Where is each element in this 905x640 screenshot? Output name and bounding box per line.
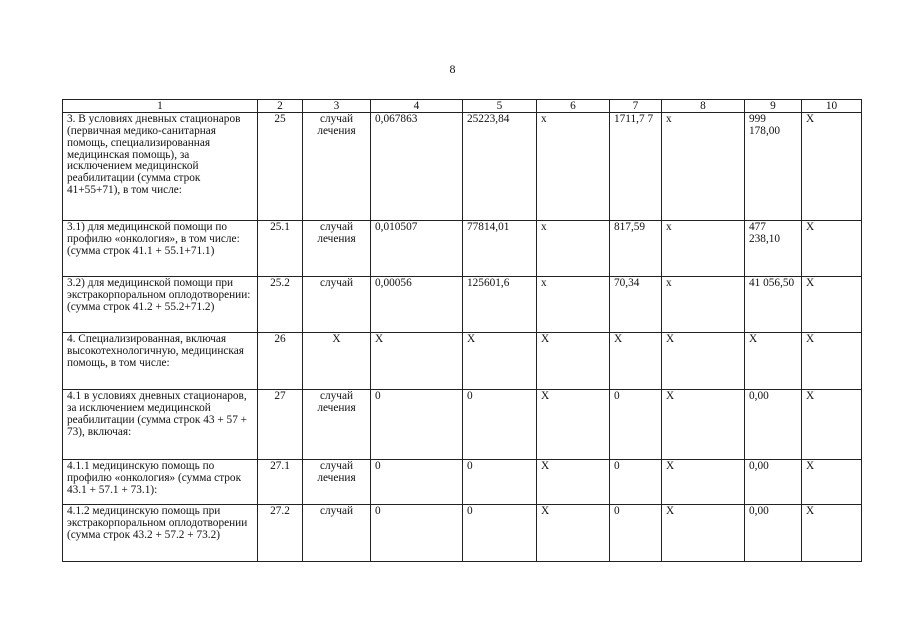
row-description: 3. В условиях дневных стационаров (первичная медико-санитарная помощь, специализированная медицинская помощь), за исключением медицинской реабилитации (сумма строк 41+55+71), в том числе: [63, 113, 258, 221]
cell-value: 0 [610, 505, 662, 562]
cell-value: X [802, 113, 862, 221]
cell-value: 41 056,50 [745, 277, 802, 333]
cell-value: 125601,6 [463, 277, 537, 333]
cell-value: X [537, 390, 610, 460]
cell-value: 70,34 [610, 277, 662, 333]
cell-value: X [463, 333, 537, 390]
cell-value: X [662, 505, 745, 562]
row-unit: случай лечения [303, 221, 371, 277]
cell-value: X [802, 277, 862, 333]
column-header: 4 [371, 100, 463, 113]
row-description: 3.2) для медицинской помощи при экстракорпоральном оплодотворении: (сумма строк 41.2 + 55.2+71.2) [63, 277, 258, 333]
volume-cost-table [62, 99, 862, 562]
cell-value: 477 238,10 [745, 221, 802, 277]
column-header: 2 [258, 100, 303, 113]
cell-value: x [662, 113, 745, 221]
cell-value: 0 [610, 390, 662, 460]
cell-value: 25223,84 [463, 113, 537, 221]
cell-value: X [802, 333, 862, 390]
column-header: 8 [662, 100, 745, 113]
cell-value: 0 [463, 390, 537, 460]
cell-value: X [745, 333, 802, 390]
row-number: 25.2 [258, 277, 303, 333]
cell-value: X [662, 390, 745, 460]
row-number: 27.2 [258, 505, 303, 562]
row-unit: случай лечения [303, 390, 371, 460]
row-description: 4.1.1 медицинскую помощь по профилю «онкология» (сумма строк 43.1 + 57.1 + 73.1): [63, 460, 258, 505]
cell-value: 0,00 [745, 390, 802, 460]
row-number: 25.1 [258, 221, 303, 277]
cell-value: 817,59 [610, 221, 662, 277]
cell-value: X [662, 460, 745, 505]
cell-value: x [662, 221, 745, 277]
cell-value: 0 [371, 505, 463, 562]
cell-value: X [802, 460, 862, 505]
cell-value: 1711,7 7 [610, 113, 662, 221]
row-description: 4.1 в условиях дневных стационаров, за исключением медицинской реабилитации (сумма строк 43 + 57 + 73), включая: [63, 390, 258, 460]
row-number: 27 [258, 390, 303, 460]
cell-value: 0,00056 [371, 277, 463, 333]
column-header: 9 [745, 100, 802, 113]
cell-value: 0,00 [745, 460, 802, 505]
column-header: 6 [537, 100, 610, 113]
cell-value: X [802, 221, 862, 277]
cell-value: 0,010507 [371, 221, 463, 277]
row-description: 4.1.2 медицинскую помощь при экстракорпоральном оплодотворении (сумма строк 43.2 + 57.2 + 73.2) [63, 505, 258, 562]
table-row [63, 113, 862, 221]
cell-value: 0 [371, 460, 463, 505]
cell-value: 999 178,00 [745, 113, 802, 221]
cell-value: 0,00 [745, 505, 802, 562]
cell-value: X [802, 390, 862, 460]
row-number: 26 [258, 333, 303, 390]
cell-value: 77814,01 [463, 221, 537, 277]
table-header-row [63, 100, 862, 113]
column-header: 1 [63, 100, 258, 113]
cell-value: 0 [610, 460, 662, 505]
cell-value: X [662, 333, 745, 390]
table-row [63, 333, 862, 390]
column-header: 10 [802, 100, 862, 113]
cell-value: x [662, 277, 745, 333]
row-unit: X [303, 333, 371, 390]
cell-value: X [537, 333, 610, 390]
cell-value: X [610, 333, 662, 390]
cell-value: x [537, 221, 610, 277]
cell-value: 0,067863 [371, 113, 463, 221]
row-description: 3.1) для медицинской помощи по профилю «онкология», в том числе: (сумма строк 41.1 + 55.1+71.1) [63, 221, 258, 277]
table-row [63, 460, 862, 505]
table-row [63, 505, 862, 562]
cell-value: X [537, 460, 610, 505]
row-unit: случай [303, 505, 371, 562]
row-unit: случай лечения [303, 113, 371, 221]
cell-value: X [537, 505, 610, 562]
row-number: 25 [258, 113, 303, 221]
cell-value: x [537, 113, 610, 221]
row-description: 4. Специализированная, включая высокотехнологичную, медицинская помощь, в том числе: [63, 333, 258, 390]
cell-value: X [802, 505, 862, 562]
cell-value: x [537, 277, 610, 333]
row-unit: случай лечения [303, 460, 371, 505]
cell-value: X [371, 333, 463, 390]
table-row [63, 277, 862, 333]
row-number: 27.1 [258, 460, 303, 505]
table-row [63, 221, 862, 277]
row-unit: случай [303, 277, 371, 333]
cell-value: 0 [371, 390, 463, 460]
column-header: 5 [463, 100, 537, 113]
table-row [63, 390, 862, 460]
cell-value: 0 [463, 505, 537, 562]
page-number: 8 [449, 62, 456, 76]
column-header: 3 [303, 100, 371, 113]
cell-value: 0 [463, 460, 537, 505]
column-header: 7 [610, 100, 662, 113]
